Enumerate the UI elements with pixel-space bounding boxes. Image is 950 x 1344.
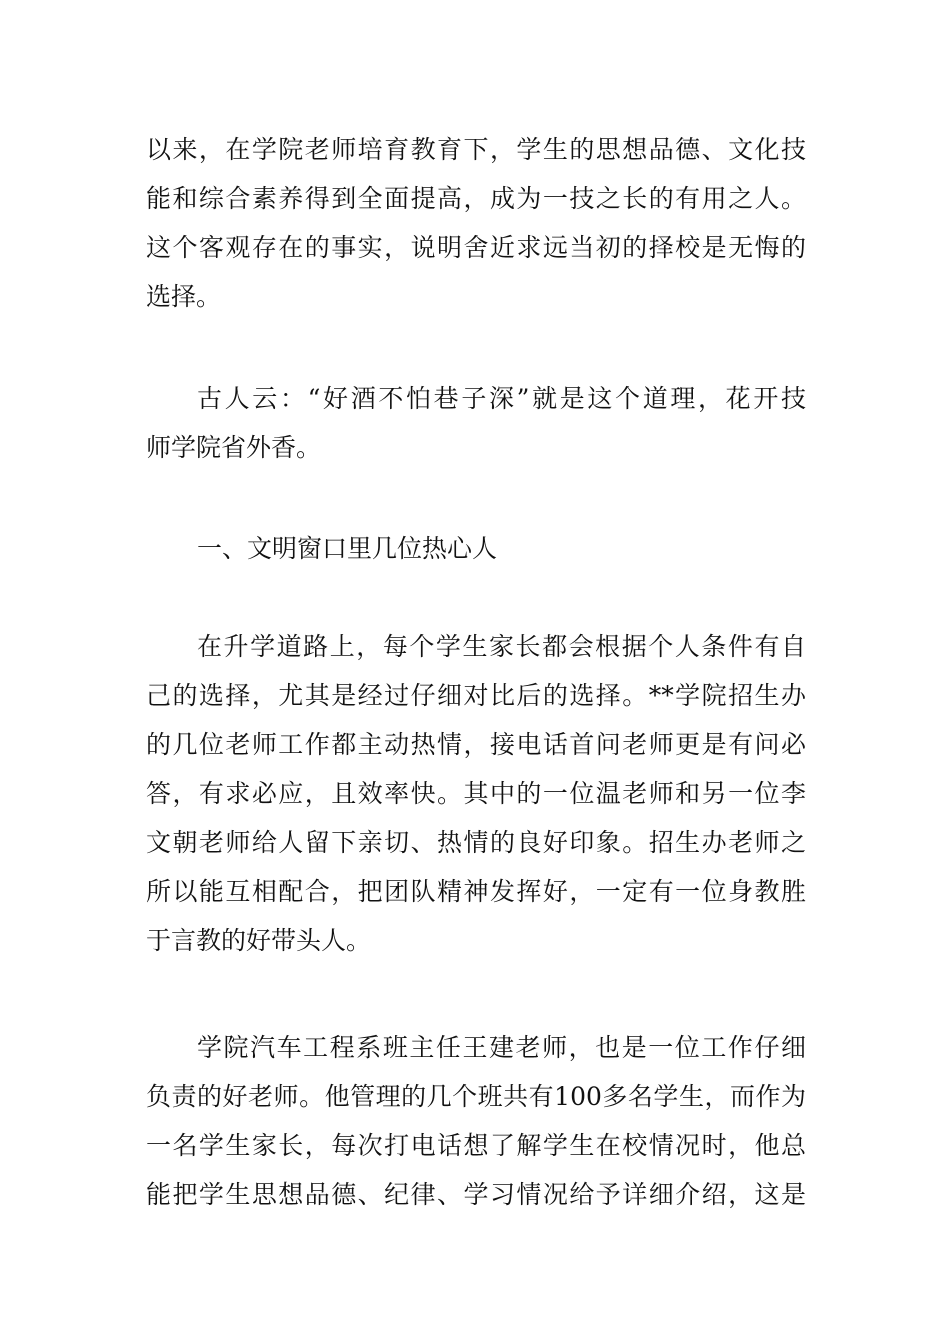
text-line: 这个客观存在的事实，说明舍近求远当初的择校是无悔的 bbox=[146, 233, 806, 262]
paragraph-admissions-office bbox=[146, 622, 806, 965]
text-line: 能和综合素养得到全面提高，成为一技之长的有用之人。 bbox=[146, 184, 806, 213]
text-line: 学院汽车工程系班主任王建老师，也是一位工作仔细 bbox=[197, 1033, 806, 1062]
paragraph-proverb bbox=[146, 374, 806, 472]
text-line: 于言教的好带头人。 bbox=[146, 926, 372, 955]
text-line: 以来，在学院老师培育教育下，学生的思想品德、文化技 bbox=[146, 135, 806, 164]
text-line: 文朝老师给人留下亲切、热情的良好印象。招生办老师之 bbox=[146, 828, 806, 857]
text-line: 能把学生思想品德、纪律、学习情况给予详细介绍，这是 bbox=[146, 1180, 806, 1209]
paragraph-continuation bbox=[146, 125, 806, 321]
section-heading bbox=[146, 524, 806, 573]
text-line: 答，有求必应，且效率快。其中的一位温老师和另一位李 bbox=[146, 779, 806, 808]
text-line: 在升学道路上，每个学生家长都会根据个人条件有自 bbox=[197, 632, 806, 661]
text-line: 选择。 bbox=[146, 282, 222, 311]
paragraph-head-teacher bbox=[146, 1023, 806, 1219]
text-line: 师学院省外香。 bbox=[146, 433, 322, 462]
text-line: 所以能互相配合，把团队精神发挥好，一定有一位身教胜 bbox=[146, 877, 806, 906]
section-heading-text: 一、文明窗口里几位热心人 bbox=[197, 534, 498, 563]
text-line: 古人云：“好酒不怕巷子深”就是这个道理，花开技 bbox=[197, 384, 806, 413]
text-line: 己的选择，尤其是经过仔细对比后的选择。**学院招生办 bbox=[146, 681, 806, 710]
text-line: 一名学生家长，每次打电话想了解学生在校情况时，他总 bbox=[146, 1131, 806, 1160]
text-line: 负责的好老师。他管理的几个班共有100多名学生，而作为 bbox=[146, 1082, 806, 1111]
text-line: 的几位老师工作都主动热情，接电话首问老师更是有问必 bbox=[146, 730, 806, 759]
